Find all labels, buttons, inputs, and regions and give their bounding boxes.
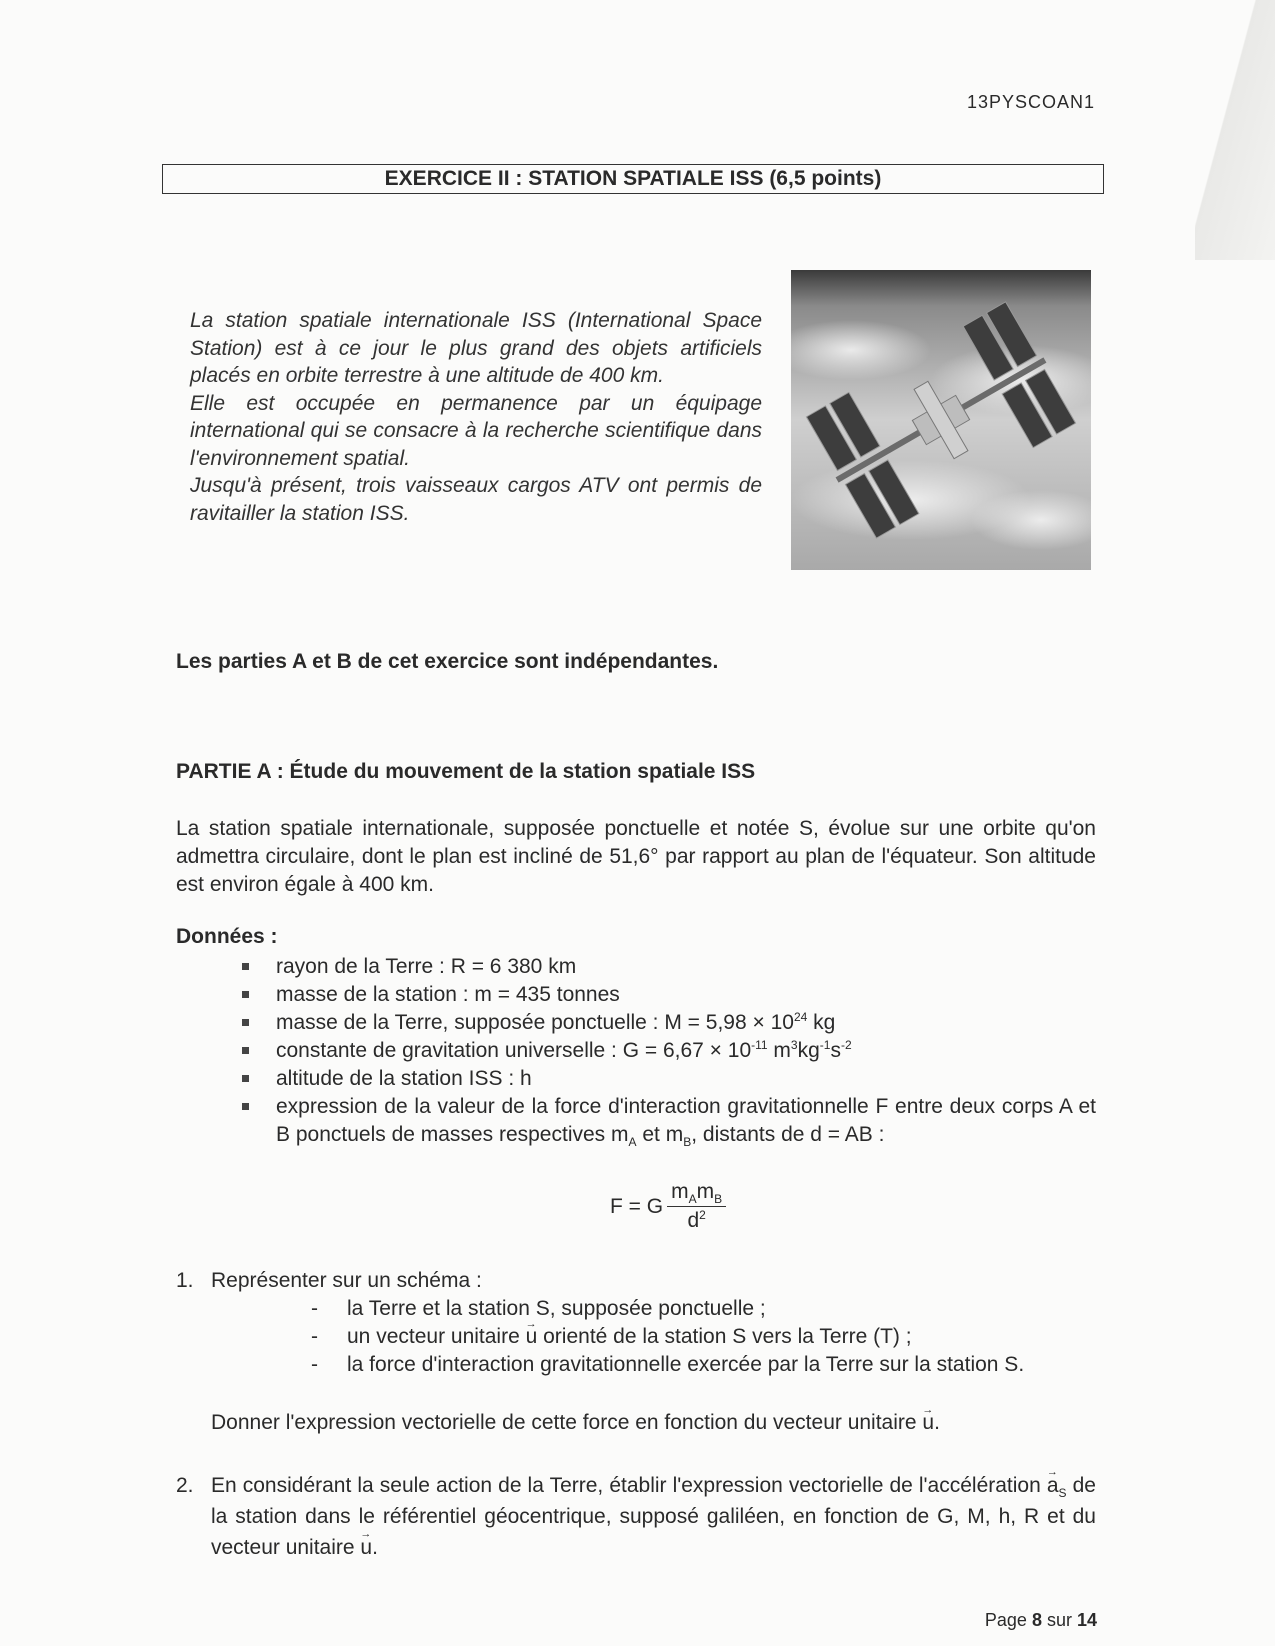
formula-denominator bbox=[687, 1207, 705, 1233]
question-1 bbox=[176, 1267, 1096, 1434]
iss-illustration bbox=[791, 270, 1091, 570]
formula-lhs: F = G bbox=[610, 1194, 664, 1218]
intro-text bbox=[190, 307, 762, 527]
page-separator: sur bbox=[1041, 1610, 1077, 1630]
mass-b-subscript: B bbox=[683, 1135, 692, 1150]
question-2-text-2: de la station dans le référentiel géocentrique, supposé galiléen, en fonction de G, M, h, R et du vecteur unitaire bbox=[211, 1474, 1096, 1559]
formula-numerator bbox=[667, 1180, 726, 1207]
denominator-d: d bbox=[687, 1209, 700, 1232]
unit-vector-u: → u bbox=[922, 1409, 934, 1437]
data-item-station-mass: masse de la station : m = 435 tonnes bbox=[240, 981, 1096, 1009]
scan-page-edge bbox=[1195, 0, 1275, 260]
g-unit-m: m bbox=[767, 1039, 791, 1062]
g-exponent: -11 bbox=[751, 1038, 768, 1052]
formula-fraction bbox=[667, 1180, 726, 1233]
intro-paragraph-2: Elle est occupée en permanence par un équipage international qui se consacre à la recherche scientifique dans l'environnement spatial. bbox=[190, 391, 762, 470]
question-2-number: 2. bbox=[176, 1474, 194, 1497]
g-text: constante de gravitation universelle : G = 6,67 × 10 bbox=[276, 1039, 752, 1062]
independence-note: Les parties A et B de cet exercice sont indépendantes. bbox=[176, 650, 719, 673]
unit-vector-u: → u bbox=[360, 1532, 372, 1563]
data-item-radius: rayon de la Terre : R = 6 380 km bbox=[240, 953, 1096, 981]
current-page: 8 bbox=[1031, 1610, 1042, 1630]
force-text-1: expression de la valeur de la force d'interaction gravitationnelle F entre deux corps A et B ponctuels de masses respectives m bbox=[276, 1095, 1096, 1146]
question-1-items bbox=[311, 1295, 1096, 1379]
instruction-text-post: . bbox=[934, 1411, 940, 1434]
item-2-text-post: orienté de la station S vers la Terre (T) ; bbox=[537, 1325, 912, 1348]
g-unit-kg: kg bbox=[797, 1039, 820, 1062]
page-number bbox=[985, 1610, 1097, 1631]
unit-vector-u: → u bbox=[526, 1323, 538, 1351]
question-1-text: Représenter sur un schéma : bbox=[211, 1269, 482, 1292]
intro-paragraph-3: Jusqu'à présent, trois vaisseaux cargos ATV ont permis de ravitailler la station ISS. bbox=[190, 474, 762, 525]
intro-paragraph-1: La station spatiale internationale ISS (International Space Station) est à ce jour le plus grand des objets artificiels placés en orbite terrestre à une altitude de 400 km. bbox=[190, 309, 762, 387]
force-text-3: , distants de d = AB : bbox=[691, 1123, 885, 1146]
g-unit-s: s bbox=[830, 1039, 841, 1062]
numerator-m2: m bbox=[696, 1180, 715, 1203]
acceleration-symbol: a bbox=[1046, 1474, 1059, 1497]
document-code: 13PYSCOAN1 bbox=[966, 92, 1095, 112]
gravitation-formula bbox=[610, 1180, 726, 1233]
numerator-sub-b: B bbox=[714, 1192, 723, 1207]
g-unit-s-exponent: -2 bbox=[840, 1038, 852, 1052]
data-item-force-expression bbox=[240, 1093, 1096, 1149]
page-label: Page bbox=[984, 1610, 1032, 1630]
part-a-text: La station spatiale internationale, supposée ponctuelle et notée S, évolue sur une orbite qu'on admettra circulaire, dont le plan est incliné de 51,6° par rapport au plan de l'équateur. Son altitude est environ égale à 400 km. bbox=[176, 817, 1096, 896]
earth-mass-text: masse de la Terre, supposée ponctuelle : M = 5,98 × 10 bbox=[276, 1011, 794, 1034]
question-1-item-1: - la Terre et la station S, supposée ponctuelle ; bbox=[311, 1295, 1096, 1323]
data-item-gravitation-constant bbox=[240, 1037, 1096, 1065]
g-unit-m-exponent: 3 bbox=[790, 1038, 798, 1052]
question-1-instruction bbox=[211, 1409, 1111, 1437]
data-list bbox=[240, 953, 1096, 1149]
total-pages: 14 bbox=[1076, 1610, 1097, 1630]
item-2-text-pre: un vecteur unitaire bbox=[347, 1325, 526, 1348]
data-item-altitude: altitude de la station ISS : h bbox=[240, 1065, 1096, 1093]
force-text-2: et m bbox=[636, 1123, 684, 1146]
question-1-number: 1. bbox=[176, 1269, 194, 1292]
acceleration-subscript: S bbox=[1058, 1486, 1067, 1501]
numerator-sub-a: A bbox=[688, 1192, 697, 1207]
earth-mass-exponent: 24 bbox=[793, 1010, 808, 1024]
question-2-text-3: . bbox=[372, 1536, 378, 1559]
question-2-text-1: En considérant la seule action de la Terre, établir l'expression vectorielle de l'accélération bbox=[211, 1474, 1047, 1497]
question-1-item-2 bbox=[311, 1323, 1096, 1351]
data-item-earth-mass bbox=[240, 1009, 1096, 1037]
question-1-item-3: - la force d'interaction gravitationnelle exercée par la Terre sur la station S. bbox=[311, 1351, 1096, 1379]
earth-mass-unit: kg bbox=[807, 1011, 836, 1034]
part-a-title: PARTIE A : Étude du mouvement de la station spatiale ISS bbox=[176, 760, 756, 783]
question-2 bbox=[176, 1470, 1096, 1563]
exercise-title: EXERCICE II : STATION SPATIALE ISS (6,5 points) bbox=[162, 164, 1104, 194]
iss-photo bbox=[791, 270, 1091, 570]
acceleration-vector bbox=[1047, 1470, 1067, 1501]
denominator-exponent: 2 bbox=[699, 1208, 706, 1222]
g-unit-kg-exponent: -1 bbox=[819, 1038, 831, 1052]
numerator-m1: m bbox=[671, 1180, 689, 1203]
mass-a-subscript: A bbox=[628, 1135, 637, 1150]
question-2-text bbox=[211, 1470, 1096, 1563]
instruction-text-pre: Donner l'expression vectorielle de cette force en fonction du vecteur unitaire bbox=[211, 1411, 923, 1434]
data-title: Données : bbox=[176, 925, 278, 948]
